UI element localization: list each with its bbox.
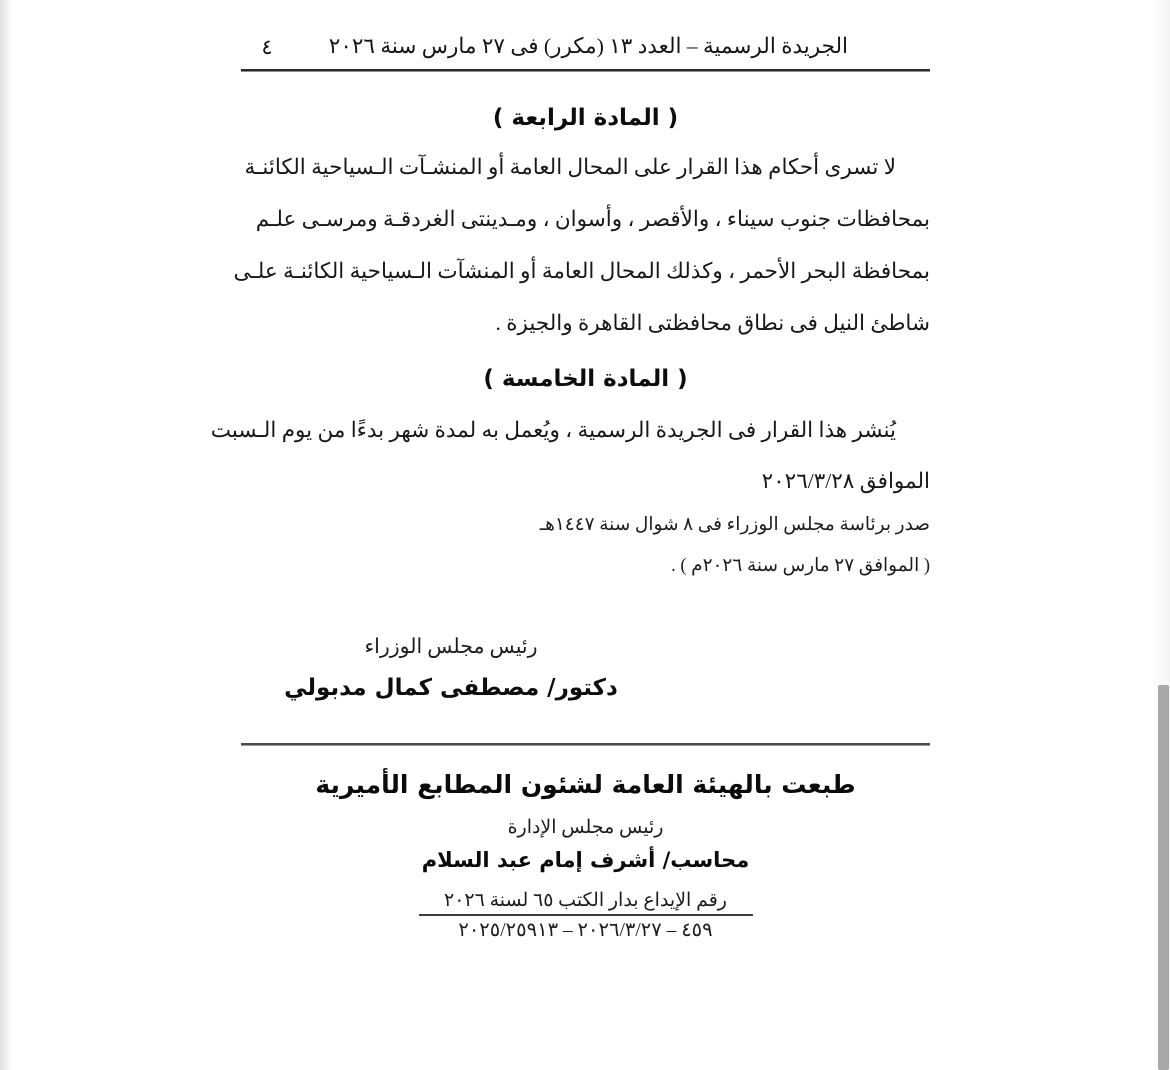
imprint-role: رئيس مجلس الإدارة [507, 817, 664, 838]
article-four-line-2 [241, 209, 930, 231]
running-head-row [241, 18, 930, 76]
header-divider [241, 69, 930, 72]
article-five-heading: ( المادة الخامسة ) [483, 366, 688, 392]
issuance-hijri-text: صدر برئاسة مجلس الوزراء فى ٨ شوال سنة ١٤٤٧هـ [539, 515, 930, 535]
issuance-gregorian-text: ( الموافق ٢٧ مارس سنة ٢٠٢٦م ) . [671, 556, 930, 576]
article-five-line-1 [210, 418, 930, 442]
vertical-scrollbar-thumb[interactable] [1158, 685, 1169, 1070]
article-five-heading-container [241, 365, 930, 394]
deposit-block [241, 891, 930, 941]
article-four-heading: ( المادة الرابعة ) [492, 105, 679, 131]
header-rule-container [241, 69, 930, 72]
footer-divider [241, 743, 930, 746]
running-head [241, 18, 930, 76]
imprint-name: محاسب/ أشرف إمام عبد السلام [421, 848, 750, 872]
document-page [13, 0, 1157, 1070]
body-text-line: لا تسرى أحكام هذا القرار على المحال العامة أو المنشـآت الـسياحية الكائنـة [244, 155, 896, 179]
article-four-line-1 [241, 157, 930, 179]
article-four-heading-container [241, 104, 930, 133]
imprint-name-container [241, 850, 930, 871]
deposit-label: رقم الإيداع بدار الكتب ٦٥ لسنة ٢٠٢٦ [444, 890, 727, 911]
signature-role-container [241, 637, 661, 658]
imprint-printer-container [241, 772, 930, 797]
signature-name-container [241, 677, 661, 700]
article-five-line-2 [241, 471, 930, 493]
article-four-line-4 [241, 313, 930, 335]
article-four-line-3 [233, 259, 930, 283]
issuance-gregorian [241, 557, 930, 576]
footer-rule-container [241, 743, 930, 746]
issuance-hijri [241, 516, 930, 535]
deposit-wrap [419, 891, 753, 941]
imprint-role-container [241, 818, 930, 837]
deposit-numbers: ٤٥٩ – ٢٠٢٦/٣/٢٧ – ٢٠٢٥/٢٥٩١٣ [458, 920, 713, 941]
signature-name: دكتور/ مصطفى كمال مدبولي [284, 675, 618, 701]
body-text-line: بمحافظة البحر الأحمر ، وكذلك المحال العامة أو المنشآت الـسياحية الكائنـة علـى [233, 259, 930, 283]
body-text-line: يُنشر هذا القرار فى الجريدة الرسمية ، ويُعمل به لمدة شهر بدءًا من يوم الـسبت [210, 418, 896, 442]
body-text-line: الموافق ٢٠٢٦/٣/٢٨ [761, 469, 930, 493]
page-content-area [13, 0, 1157, 1070]
signature-role: رئيس مجلس الوزراء [364, 636, 538, 658]
imprint-printer: طبعت بالهيئة العامة لشئون المطابع الأميرية [315, 770, 856, 799]
page-number: ٤ [261, 34, 273, 59]
body-text-line: بمحافظات جنوب سيناء ، والأقصر ، وأسوان ، ومـدينتى الغردقـة ومرسـى علـم [255, 207, 930, 231]
page-left-gutter [0, 0, 13, 1070]
body-text-line: شاطئ النيل فى نطاق محافظتى القاهرة والجيزة . [495, 311, 930, 335]
running-head-title: الجريدة الرسمية – العدد ١٣ (مكرر) فى ٢٧ مارس سنة ٢٠٢٦ [328, 34, 848, 59]
vertical-scrollbar-track[interactable] [1157, 0, 1170, 1070]
